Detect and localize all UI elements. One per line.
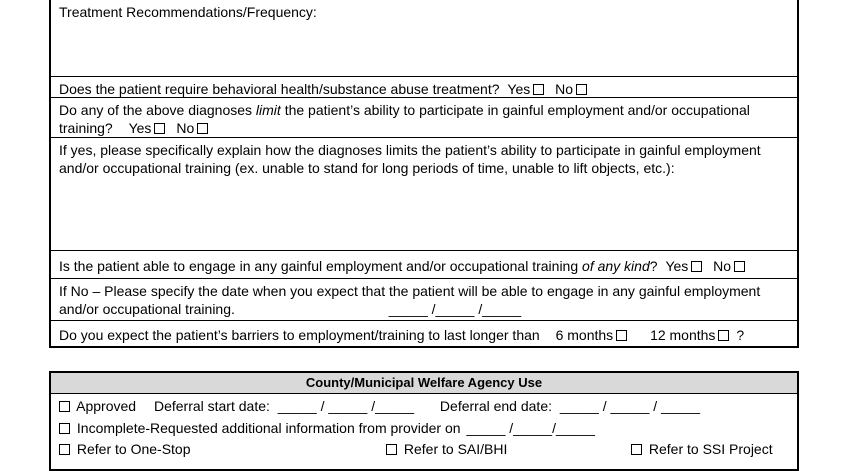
limit-question-cont: training?	[59, 120, 113, 136]
engage-question	[51, 250, 797, 278]
limit-yes-checkbox[interactable]	[154, 123, 165, 134]
if-no-line2: and/or occupational training.	[59, 301, 235, 317]
behavioral-question-text: Does the patient require behavioral health/substance abuse treatment?	[59, 81, 500, 97]
refer-onestop-checkbox[interactable]	[59, 444, 70, 455]
agency-use-section	[49, 371, 799, 471]
incomplete-checkbox[interactable]	[59, 423, 70, 434]
treatment-recommendations-field[interactable]	[51, 0, 797, 76]
treatment-label: Treatment Recommendations/Frequency:	[59, 4, 317, 20]
six-months-label: 6 months	[555, 327, 614, 343]
limit-emphasis: limit	[255, 102, 281, 118]
refer-onestop-row	[59, 440, 191, 458]
incomplete-row	[59, 419, 595, 437]
behavioral-yes-checkbox[interactable]	[533, 84, 544, 95]
limit-question-post: the patient’s ability to participate in gainful employment and/or occupational	[284, 102, 750, 118]
barriers-question	[51, 320, 797, 348]
limit-question-pre: Do any of the above diagnoses	[59, 102, 253, 118]
approved-label: Approved	[76, 398, 137, 414]
refer-sai-row	[386, 440, 507, 458]
no-label: No	[176, 120, 195, 136]
explain-field[interactable]	[51, 137, 797, 250]
deferral-end-field[interactable]: _____ / _____ / _____	[559, 398, 701, 414]
approved-checkbox[interactable]	[59, 401, 70, 412]
limit-no-checkbox[interactable]	[197, 123, 208, 134]
twelve-months-label: 12 months	[650, 327, 716, 343]
barriers-question-text: Do you expect the patient’s barriers to employment/training to last longer than	[59, 327, 540, 343]
yes-label: Yes	[665, 258, 689, 274]
if-no-line1: If No – Please specify the date when you expect that the patient will be able to engage in any gainful employment	[59, 283, 761, 299]
deferral-start-label: Deferral start date:	[153, 398, 270, 414]
approved-row	[59, 397, 700, 415]
deferral-end-label: Deferral end date:	[439, 398, 552, 414]
twelve-months-checkbox[interactable]	[718, 330, 729, 341]
behavioral-no-checkbox[interactable]	[576, 84, 587, 95]
incomplete-label: Incomplete-Requested additional information from provider on	[76, 420, 461, 436]
yes-label: Yes	[128, 120, 152, 136]
refer-sai-checkbox[interactable]	[386, 444, 397, 455]
refer-sai-label: Refer to SAI/BHI	[403, 441, 508, 457]
medical-form-section	[49, 0, 799, 348]
engage-emphasis: of any kind	[582, 258, 650, 274]
no-label: No	[713, 258, 732, 274]
refer-ssi-label: Refer to SSI Project	[648, 441, 773, 457]
incomplete-date-field[interactable]: _____ /_____/_____	[466, 420, 595, 436]
explain-text: If yes, please specifically explain how the diagnoses limits the patient’s ability to participate in gainful employment and/or occupational training (ex. unable to stand for long periods of time, unable to lift objects, etc.):	[59, 142, 761, 176]
refer-ssi-checkbox[interactable]	[631, 444, 642, 455]
engage-no-checkbox[interactable]	[734, 261, 745, 272]
engage-question-pre: Is the patient able to engage in any gainful employment and/or occupational training	[59, 258, 579, 274]
behavioral-health-question	[51, 76, 797, 97]
agency-use-header: County/Municipal Welfare Agency Use	[51, 373, 797, 394]
yes-label: Yes	[507, 81, 531, 97]
six-months-checkbox[interactable]	[616, 330, 627, 341]
engage-qmark: ?	[649, 258, 658, 274]
refer-onestop-label: Refer to One-Stop	[76, 441, 191, 457]
expected-date-field[interactable]: _____ /_____ /_____	[388, 301, 522, 317]
limit-question	[51, 97, 797, 137]
deferral-start-field[interactable]: _____ / _____ /_____	[277, 398, 415, 414]
no-label: No	[555, 81, 574, 97]
refer-ssi-row	[631, 440, 773, 458]
barriers-qmark: ?	[736, 327, 745, 343]
if-no-date-row	[51, 278, 797, 320]
engage-yes-checkbox[interactable]	[691, 261, 702, 272]
